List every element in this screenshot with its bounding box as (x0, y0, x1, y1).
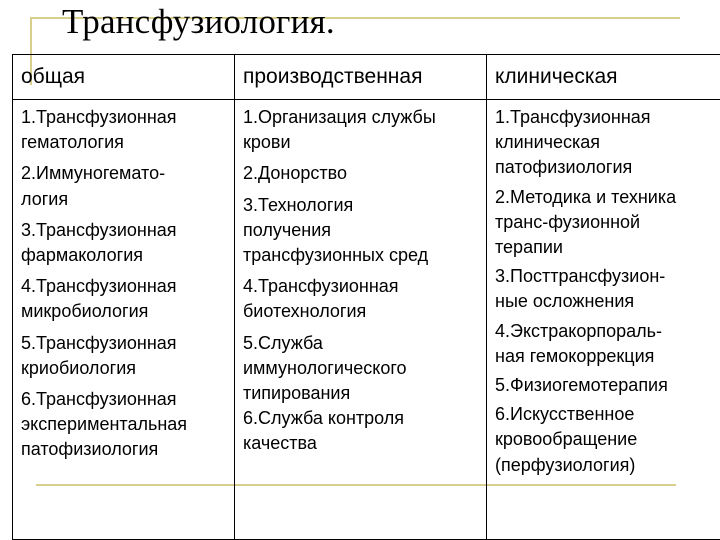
list-item: 5.Трансфузионная (21, 332, 177, 353)
list-item: иммунологического (243, 357, 407, 378)
list-item: микробиология (21, 301, 149, 322)
list-item: логия (21, 188, 69, 209)
list-item: (перфузиология) (495, 454, 636, 475)
list-item: клиническая (495, 132, 601, 153)
list-item: патофизиология (495, 157, 633, 178)
page-title: Трансфузиология. (62, 2, 335, 41)
list-item: 6.Служба контроля (243, 408, 405, 429)
list-item: криобиология (21, 357, 137, 378)
list-item: 1.Трансфузионная (21, 107, 177, 127)
table-row (13, 100, 720, 540)
column-header-general: общая (13, 55, 235, 100)
list-item: 3.Трансфузионная (21, 219, 177, 240)
column-production-cell (235, 100, 487, 540)
list-item: 3.Технология (243, 194, 354, 215)
list-item: ные осложнения (495, 291, 635, 312)
list-item: ная гемокоррекция (495, 345, 655, 366)
list-item: 6.Трансфузионная (21, 389, 177, 410)
classification-table (12, 54, 720, 540)
list-item: 4.Экстракорпораль- (495, 320, 663, 341)
list-item: 3.Посттрансфузион- (495, 266, 666, 287)
column-general-cell (13, 100, 235, 540)
list-item: крови (243, 132, 291, 153)
list-item: типирования (243, 383, 351, 404)
list-item: экспериментальная (21, 414, 188, 435)
list-item: транс-фузионной (495, 211, 641, 232)
list-item: терапии (495, 237, 563, 258)
list-item: 2.Методика и техника (495, 186, 677, 207)
list-item: качества (243, 433, 317, 454)
list-item: 2.Иммуногемато- (21, 163, 166, 184)
list-item: гематология (21, 132, 124, 153)
table-header-row (13, 55, 720, 100)
list-item: получения (243, 219, 331, 240)
column-header-clinical: клиническая (487, 55, 720, 100)
column-header-production: производственная (235, 55, 487, 100)
list-item: 4.Трансфузионная (21, 276, 177, 297)
list-item: 2.Донорство (243, 163, 347, 184)
list-item: кровообращение (495, 429, 638, 450)
list-item: биотехнология (243, 301, 367, 322)
list-item: трансфузионных сред (243, 245, 429, 266)
column-clinical-cell (487, 100, 720, 540)
list-item: 1.Трансфузионная (495, 107, 651, 127)
list-item: 5.Служба (243, 332, 323, 353)
list-item: патофизиология (21, 439, 159, 460)
list-item: 6.Искусственное (495, 404, 635, 425)
list-item: 1.Организация службы (243, 107, 436, 127)
list-item: 4.Трансфузионная (243, 276, 399, 297)
list-item: 5.Физиогемотерапия (495, 375, 668, 396)
list-item: фармакология (21, 245, 143, 266)
